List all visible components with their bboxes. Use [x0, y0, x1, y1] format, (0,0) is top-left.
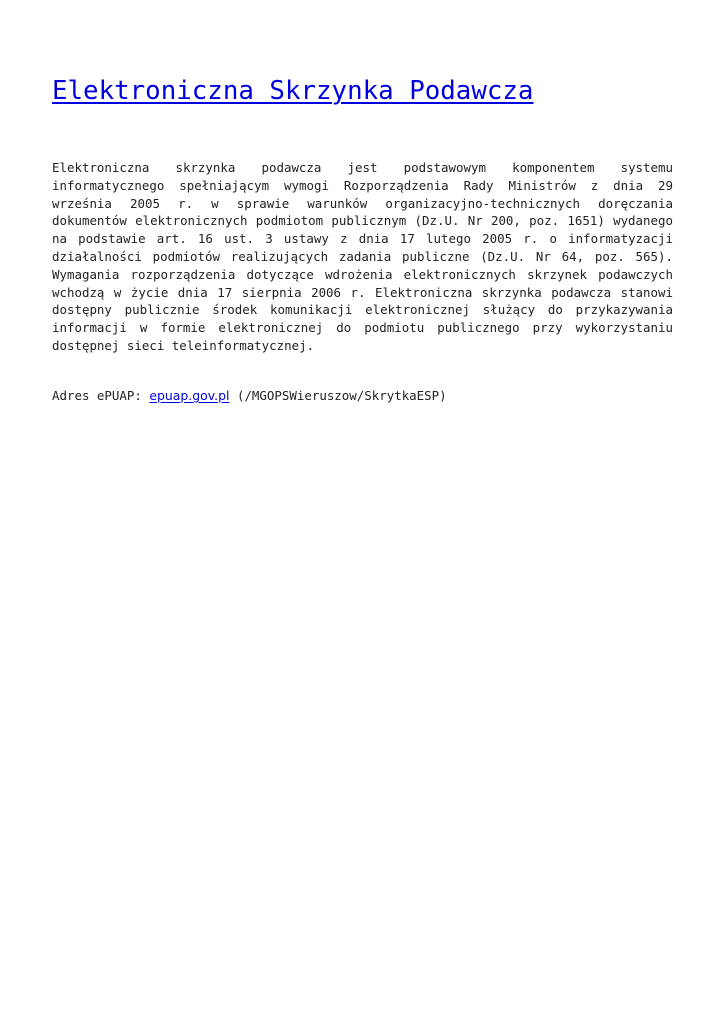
title-link[interactable]: Elektroniczna Skrzynka Podawcza	[52, 76, 534, 106]
body-paragraph: Elektroniczna skrzynka podawcza jest podstawowym komponentem systemu informatycznego spełniającym wymogi Rozporządzenia Rady Ministrów z dnia 29 września 2005 r. w sprawie warunków organizacyjno-technicznych doręczania dokumentów elektronicznych podmiotom publicznym (Dz.U. Nr 200, poz. 1651) wydanego na podstawie art. 16 ust. 3 ustawy z dnia 17 lutego 2005 r. o informatyzacji działalności podmiotów realizujących zadania publiczne (Dz.U. Nr 64, poz. 565). Wymagania rozporządzenia dotyczące wdrożenia elektronicznych skrzynek podawczych wchodzą w życie dnia 17 sierpnia 2006 r. Elektroniczna skrzynka podawcza stanowi dostępny publicznie środek komunikacji elektronicznej służący do przykazywania informacji w formie elektronicznej do podmiotu publicznego przy wykorzystaniu dostępnej sieci teleinformatycznej.	[52, 160, 673, 353]
epuap-address	[52, 387, 673, 405]
epuap-link[interactable]: epuap.gov.pl	[149, 388, 230, 403]
page-title	[52, 74, 533, 108]
address-path: (/MGOPSWieruszow/SkrytkaESP)	[229, 388, 447, 403]
address-label: Adres ePUAP:	[52, 388, 150, 403]
